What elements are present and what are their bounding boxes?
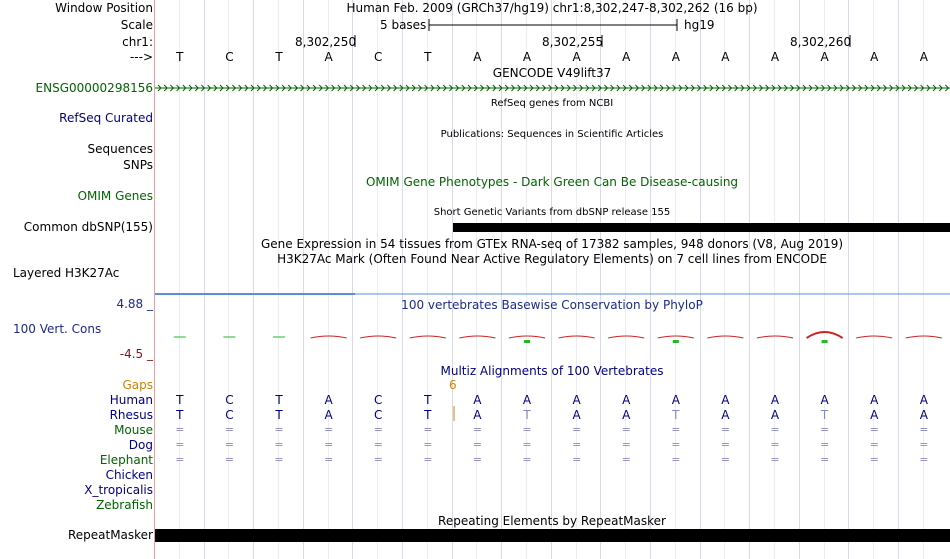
alignment-match-symbol: = <box>621 438 631 451</box>
rhesus-base: A <box>721 408 730 422</box>
rhesus-base: A <box>919 408 928 422</box>
human-base: A <box>770 393 780 407</box>
alignment-match-symbol: = <box>571 423 582 436</box>
alignment-match-symbol: = <box>671 438 681 451</box>
species-chicken-label[interactable]: Chicken <box>105 468 153 482</box>
h3k27ac-track-title: H3K27Ac Mark (Often Found Near Active Regulatory Elements) on 7 cell lines from ENCODE <box>277 252 827 266</box>
alignment-match-symbol: = <box>423 423 433 436</box>
alignment-match-symbol: = <box>423 453 433 466</box>
repeatmasker-track-title: Repeating Elements by RepeatMasker <box>438 514 666 528</box>
rhesus-base: T <box>275 408 283 422</box>
phylop-graph <box>174 332 942 343</box>
alignment-match-symbol: = <box>373 453 383 466</box>
position-tick-label-2: 8,302,255 <box>542 35 604 49</box>
base-letter: A <box>870 50 879 64</box>
alignment-match-symbol: = <box>571 438 582 451</box>
phylop-mark <box>311 336 347 338</box>
alignment-match-symbol: = <box>869 453 879 466</box>
gencode-gene-label[interactable]: ENSG00000298156 <box>35 81 153 95</box>
alignment-match-symbol: = <box>373 423 383 436</box>
phylop-mark <box>608 336 644 338</box>
species-dog-label[interactable]: Dog <box>128 438 153 452</box>
gencode-track-title: GENCODE V49lift37 <box>492 66 612 80</box>
base-letter: A <box>324 50 333 64</box>
assembly-label: hg19 <box>684 18 715 32</box>
alignment-match-symbol: = <box>224 438 234 451</box>
alignment-match-symbol: = <box>472 438 482 451</box>
phylop-negative-mark <box>673 340 679 343</box>
alignment-match-symbol: = <box>175 438 185 451</box>
dbsnp-track-title: Short Genetic Variants from dbSNP release 155 <box>433 207 671 218</box>
alignment-match-symbol: = <box>522 423 532 436</box>
base-letter: A <box>572 50 581 64</box>
rhesus-base: T <box>820 408 829 422</box>
human-base: T <box>176 393 184 407</box>
alignment-match-symbol: = <box>323 423 334 436</box>
alignment-match-symbol: = <box>175 453 185 466</box>
phylop-min-label: -4.5 _ <box>119 347 153 361</box>
alignment-match-symbol: = <box>373 438 383 451</box>
strand-label: ---> <box>129 50 153 64</box>
rhesus-base: A <box>770 408 780 422</box>
alignment-match-symbol: = <box>770 438 780 451</box>
dbsnp-feature-bar[interactable] <box>453 223 950 232</box>
alignment-match-symbol: = <box>323 438 334 451</box>
base-letter: A <box>820 50 829 64</box>
alignment-match-symbol: = <box>323 453 334 466</box>
human-base: A <box>572 393 581 407</box>
rhesus-base: T <box>176 408 184 422</box>
gtex-track-title: Gene Expression in 54 tissues from GTEx RNA-seq of 17382 samples, 948 donors (V8, Aug 2019) <box>260 237 844 251</box>
species-elephant-label[interactable]: Elephant <box>99 453 153 467</box>
omim-track-title: OMIM Gene Phenotypes - Dark Green Can Be Disease-causing <box>365 175 739 189</box>
phylop-mark <box>807 332 843 338</box>
base-letter: C <box>225 50 234 64</box>
alignment-match-symbol: = <box>770 423 780 436</box>
alignment-match-symbol: = <box>621 423 631 436</box>
human-base: A <box>671 393 680 407</box>
alignment-match-symbol: = <box>522 453 532 466</box>
alignment-match-symbol: = <box>472 423 482 436</box>
species-rhesus-label[interactable]: Rhesus <box>109 408 153 422</box>
rhesus-base: A <box>324 408 333 422</box>
rhesus-base: C <box>225 408 234 422</box>
base-letter: A <box>622 50 631 64</box>
base-letter: A <box>721 50 730 64</box>
rhesus-base: T <box>672 408 680 422</box>
rhesus-base: A <box>473 408 482 422</box>
base-letter: T <box>176 50 184 64</box>
base-letter: T <box>275 50 283 64</box>
base-letter: A <box>473 50 482 64</box>
phylop-mark <box>509 336 545 338</box>
gap-count-label: 6 <box>449 378 457 392</box>
alignment-match-symbol: = <box>423 438 433 451</box>
refseq-track-label[interactable]: RefSeq Curated <box>59 111 153 125</box>
human-base: A <box>820 393 829 407</box>
alignment-match-symbol: = <box>175 423 185 436</box>
h3k27ac-track-label[interactable]: Layered H3K27Ac <box>13 266 120 280</box>
species-mouse-label[interactable]: Mouse <box>114 423 153 437</box>
phylop-mark <box>707 336 743 338</box>
base-letter: T <box>424 50 432 64</box>
phylop-mark <box>856 336 892 338</box>
rhesus-base: T <box>424 408 432 422</box>
publications-snps-label[interactable]: SNPs <box>123 158 153 172</box>
human-base: T <box>275 393 283 407</box>
human-base: T <box>424 393 432 407</box>
scale-value: 5 bases <box>380 18 427 32</box>
alignment-match-symbol: = <box>522 438 532 451</box>
phylop-mark <box>658 336 694 338</box>
dbsnp-track-label[interactable]: Common dbSNP(155) <box>23 220 153 234</box>
chrom-label: chr1: <box>122 35 153 49</box>
phylop-mark <box>757 336 793 338</box>
alignment-match-symbol: = <box>869 423 879 436</box>
base-letter: A <box>671 50 680 64</box>
alignment-match-symbol: = <box>274 438 284 451</box>
window-position-label: Window Position <box>55 1 153 15</box>
human-base: A <box>324 393 333 407</box>
alignment-match-symbol: = <box>274 453 284 466</box>
human-base: A <box>721 393 730 407</box>
alignment-match-symbol: = <box>919 438 929 451</box>
position-tick-label-1: 8,302,250 <box>295 35 357 49</box>
repeatmasker-track-label[interactable]: RepeatMasker <box>67 528 153 542</box>
human-base: A <box>473 393 482 407</box>
scale-label: Scale <box>120 18 153 32</box>
base-letter: A <box>770 50 780 64</box>
alignment-match-symbol: = <box>720 423 730 436</box>
rhesus-base: A <box>622 408 631 422</box>
rhesus-base: C <box>373 408 383 422</box>
phylop-mark <box>906 336 942 338</box>
phylop-mark <box>459 336 495 338</box>
omim-track-label[interactable]: OMIM Genes <box>77 189 153 203</box>
window-position-value: Human Feb. 2009 (GRCh37/hg19) chr1:8,302,247-8,302,262 (16 bp) <box>346 1 758 15</box>
alignment-match-symbol: = <box>224 423 234 436</box>
publications-sequences-label[interactable]: Sequences <box>87 142 153 156</box>
alignment-match-symbol: = <box>274 423 284 436</box>
rhesus-base: A <box>870 408 879 422</box>
human-base: A <box>622 393 631 407</box>
phylop-mark <box>360 336 396 338</box>
human-base: C <box>225 393 234 407</box>
human-base: C <box>373 393 383 407</box>
human-base: A <box>522 393 532 407</box>
alignment-match-symbol: = <box>472 453 482 466</box>
phylop-track-label[interactable]: 100 Vert. Cons <box>13 322 102 336</box>
species-xtropicalis-label[interactable]: X_tropicalis <box>84 483 153 497</box>
species-zebrafish-label[interactable]: Zebrafish <box>96 498 153 512</box>
species-human-label[interactable]: Human <box>109 393 153 407</box>
alignment-match-symbol: = <box>919 423 929 436</box>
human-base: A <box>870 393 879 407</box>
phylop-mark <box>410 336 446 338</box>
gaps-label: Gaps <box>122 378 153 392</box>
base-letter: A <box>919 50 928 64</box>
gencode-gene-feature[interactable] <box>155 85 950 91</box>
phylop-negative-mark <box>822 340 828 343</box>
alignment-match-symbol: = <box>671 453 681 466</box>
human-base: A <box>919 393 928 407</box>
phylop-mark <box>559 336 595 338</box>
alignment-match-symbol: = <box>869 438 879 451</box>
phylop-negative-mark <box>524 340 530 343</box>
alignment-match-symbol: = <box>919 453 929 466</box>
alignment-match-symbol: = <box>770 453 780 466</box>
alignment-match-symbol: = <box>720 438 730 451</box>
rhesus-base: T <box>523 408 531 422</box>
base-letter: C <box>373 50 383 64</box>
alignment-match-symbol: = <box>819 438 830 451</box>
alignment-match-symbol: = <box>671 423 681 436</box>
alignment-match-symbol: = <box>720 453 730 466</box>
refseq-track-title: RefSeq genes from NCBI <box>490 98 614 109</box>
phylop-max-label: 4.88 _ <box>116 297 153 311</box>
publications-track-title: Publications: Sequences in Scientific Articles <box>440 129 664 140</box>
phylop-track-title: 100 vertebrates Basewise Conservation by PhyloP <box>401 298 703 312</box>
alignment-match-symbol: = <box>224 453 234 466</box>
multiz-track-title: Multiz Alignments of 100 Vertebrates <box>440 364 664 378</box>
rhesus-base: A <box>572 408 581 422</box>
alignment-match-symbol: = <box>819 453 830 466</box>
alignment-match-symbol: = <box>571 453 582 466</box>
alignment-match-symbol: = <box>819 423 830 436</box>
alignment-match-symbol: = <box>621 453 631 466</box>
position-tick-label-3: 8,302,260 <box>790 35 852 49</box>
repeatmasker-feature-bar[interactable] <box>155 529 950 542</box>
scale-bar <box>429 19 677 31</box>
base-letter: A <box>522 50 532 64</box>
